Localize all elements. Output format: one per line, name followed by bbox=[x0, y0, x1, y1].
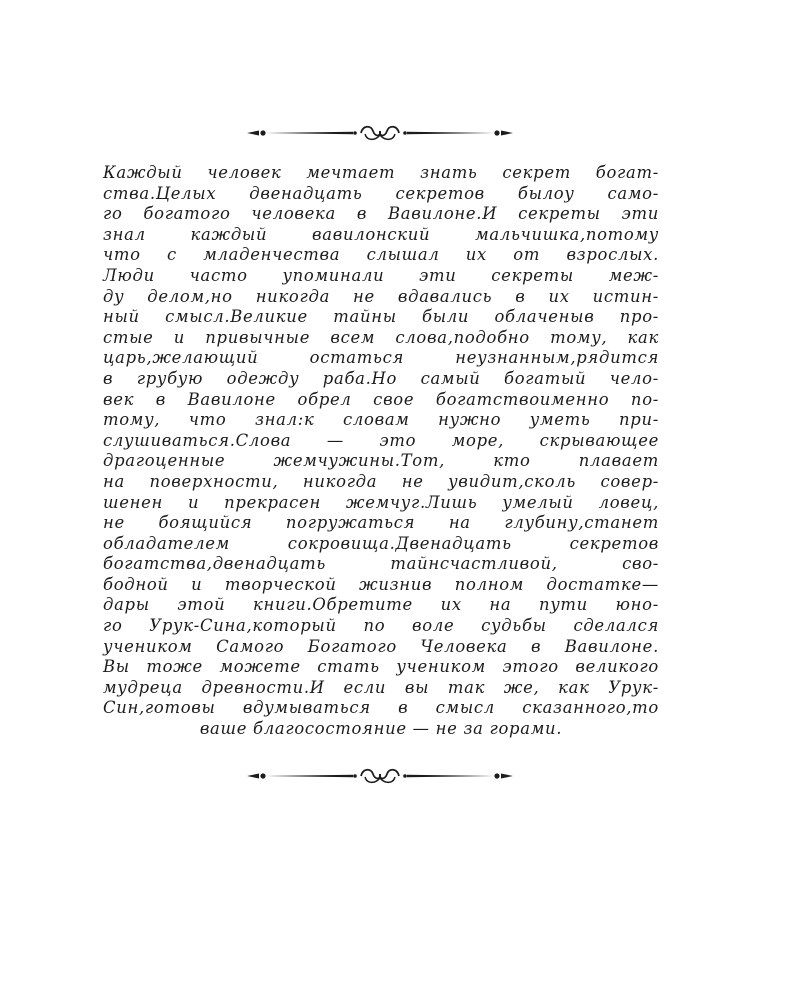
text-line-6: Люди часто упоминали эти секреты меж- bbox=[103, 265, 659, 285]
text-line-4: знал каждый вавилонский мальчишка,потому bbox=[103, 224, 659, 244]
text-line-20: богатства,двенадцать тайнсчастливой, сво- bbox=[103, 554, 659, 574]
text-line-7: ду делом,но никогда не вдавались в их истин- bbox=[103, 286, 659, 306]
text-line-11: в грубую одежду раба.Но самый богатый чело- bbox=[103, 368, 659, 388]
text-line-19: обладателем сокровища.Двенадцать секретов bbox=[103, 533, 659, 553]
text-line-16: на поверхности, никогда не увидит,сколь совер- bbox=[103, 471, 659, 491]
text-line-25: Вы тоже можете стать учеником этого великого bbox=[103, 657, 659, 677]
text-line-23: го Урук-Сина,который по воле судьбы сделался bbox=[103, 616, 659, 636]
text-line-9: стые и привычные всем слова,подобно тому, как bbox=[103, 327, 659, 347]
text-line-5: что с младенчества слышал их от взрослых. bbox=[103, 245, 659, 265]
text-line-10: царь,желающий остаться неузнанным,рядится bbox=[103, 348, 659, 368]
text-line-26: мудреца древности.И если вы так же, как Урук- bbox=[103, 677, 659, 697]
text-line-18: не боящийся погружаться на глубину,станет bbox=[103, 513, 659, 533]
text-line-27: Син,готовы вдумываться в смысл сказанного,то bbox=[103, 698, 659, 718]
text-line-17: шенен и прекрасен жемчуг.Лишь умелый ловец, bbox=[103, 492, 659, 512]
text-line-14: слушиваться.Слова — это море, скрывающее bbox=[103, 430, 659, 450]
text-line-22: дары этой книги.Обретите их на пути юно- bbox=[103, 595, 659, 615]
text-line-8: ный смысл.Великие тайны были облаченыв про- bbox=[103, 307, 659, 327]
text-line-24: учеником Самого Богатого Человека в Вавилоне. bbox=[103, 636, 659, 656]
ornament-divider-top-icon bbox=[245, 121, 515, 145]
text-line-2: ства.Целых двенадцать секретов былоу само- bbox=[103, 183, 659, 203]
text-line-13: тому, что знал:к словам нужно уметь при- bbox=[103, 410, 659, 430]
main-text-block bbox=[103, 163, 659, 740]
text-line-1: Каждый человек мечтает знать секрет богат- bbox=[103, 163, 659, 182]
text-line-12: век в Вавилоне обрел свое богатствоименно по- bbox=[103, 389, 659, 409]
text-line-28: ваше благосостояние — не за горами. bbox=[199, 719, 563, 739]
text-line-3: го богатого человека в Вавилоне.И секреты эти bbox=[103, 204, 659, 224]
ornament-divider-bottom-icon bbox=[245, 764, 515, 788]
text-line-15: драгоценные жемчужины.Тот, кто плавает bbox=[103, 451, 659, 471]
text-line-21: бодной и творческой жизнив полном достатке— bbox=[103, 574, 659, 594]
